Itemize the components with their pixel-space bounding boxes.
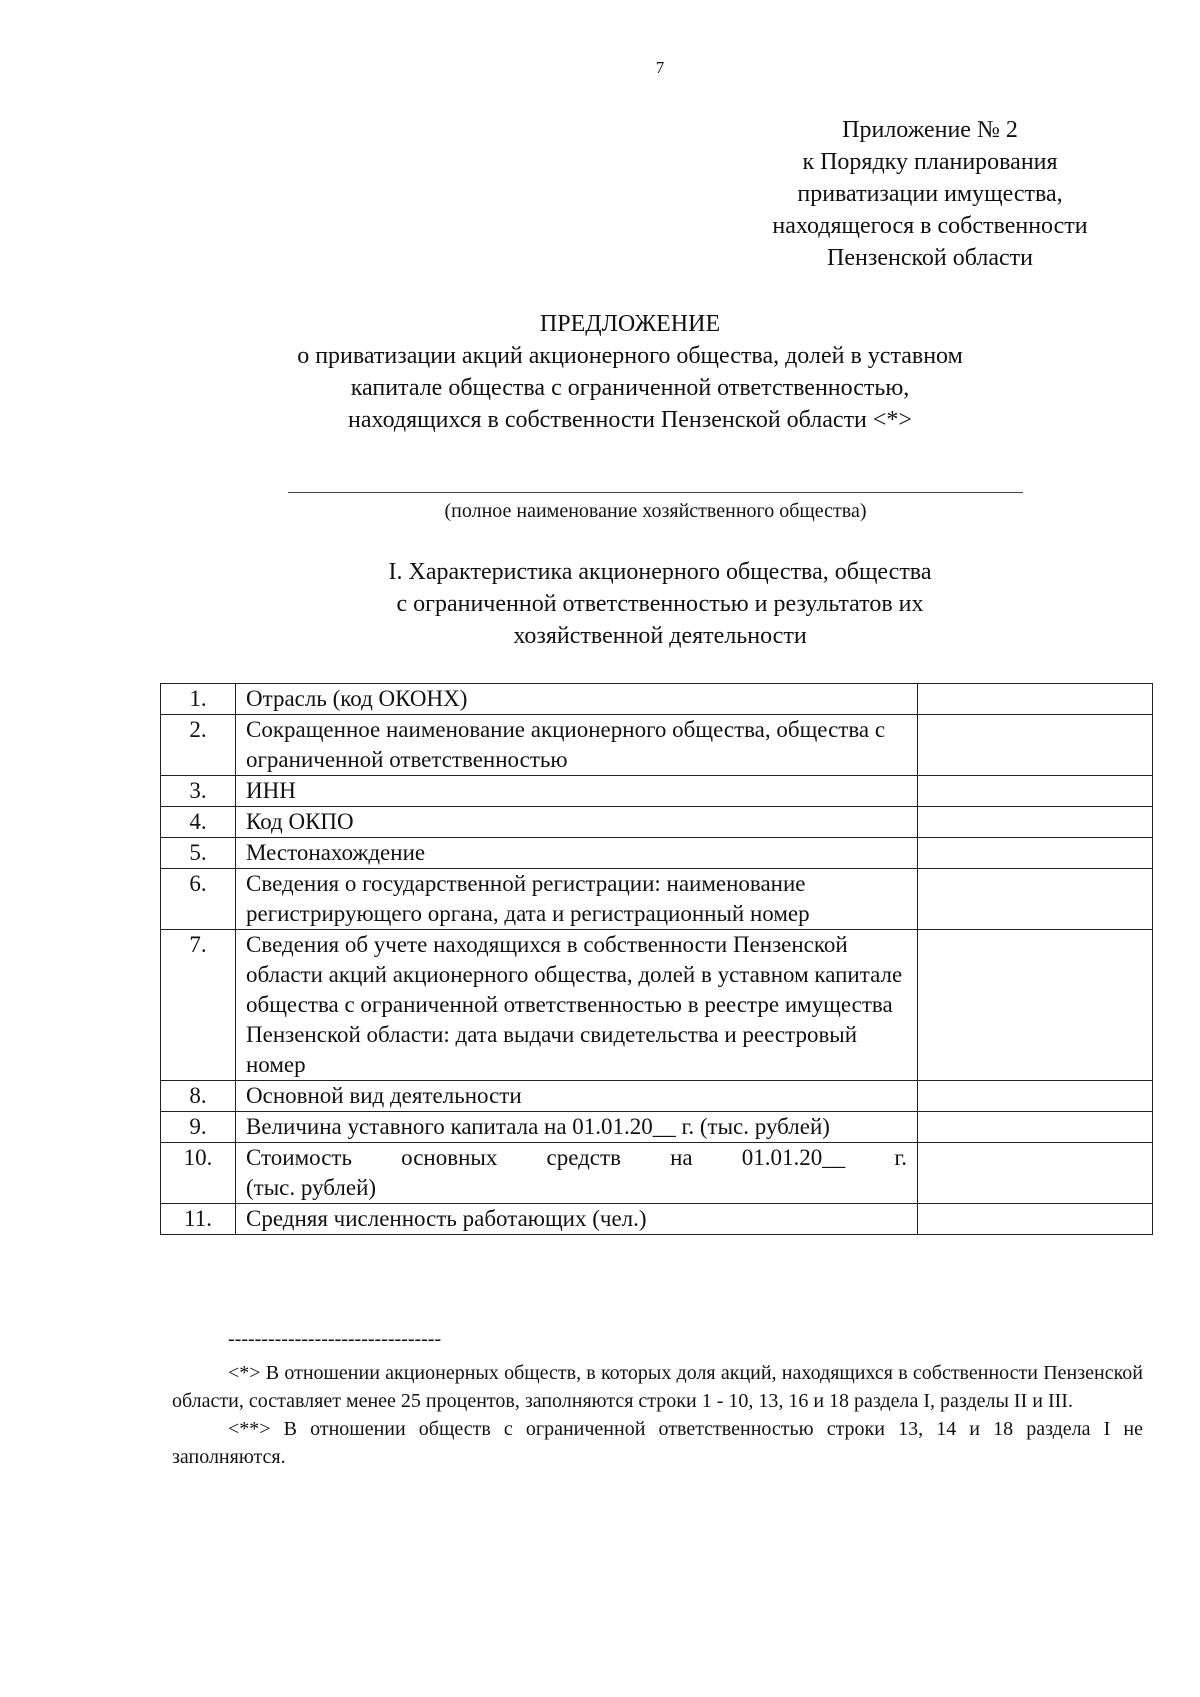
table-row [161,1112,1153,1143]
appendix-header [740,114,1120,274]
row-value-cell[interactable] [918,776,1153,807]
row-number: 1. [161,684,236,715]
table-row [161,1081,1153,1112]
table-row [161,807,1153,838]
row-label: Основной вид деятельности [236,1081,918,1112]
document-title [200,308,1060,436]
title-line: капитале общества с ограниченной ответственностью, [350,375,910,401]
row-label-line: Стоимость основных средств на 01.01.20__ г. [246,1145,907,1170]
row-label: Местонахождение [236,838,918,869]
table-row [161,1143,1153,1204]
footnote-2: <**> В отношении обществ с ограниченной ответственностью строки 13, 14 и 18 раздела I не заполняются. [172,1418,1143,1468]
table-row [161,1204,1153,1235]
table-row [161,684,1153,715]
title-heading: ПРЕДЛОЖЕНИЕ [539,311,721,337]
row-value-cell[interactable] [918,1081,1153,1112]
row-number: 11. [161,1204,236,1235]
row-number: 9. [161,1112,236,1143]
row-label: ИНН [236,776,918,807]
row-value-cell[interactable] [918,1143,1153,1204]
row-number: 5. [161,838,236,869]
appendix-line: Пензенской области [827,245,1033,271]
row-value-cell[interactable] [918,1112,1153,1143]
appendix-line: приватизации имущества, [797,181,1063,207]
row-number: 7. [161,930,236,1081]
row-number: 2. [161,715,236,776]
row-value-cell[interactable] [918,930,1153,1081]
section-title-line: с ограниченной ответственностью и результатов их [396,591,924,617]
table-row [161,869,1153,930]
row-label: Сведения об учете находящихся в собственности Пензенской области акций акционерного общества, долей в уставном капитале общества с ограниченной ответственностью в реестре имущества Пензенской области: дата выдачи свидетельства и реестровый номер [236,930,918,1081]
row-label: Отрасль (код ОКОНХ) [236,684,918,715]
row-number: 6. [161,869,236,930]
table-row [161,838,1153,869]
appendix-line: Приложение № 2 [842,117,1018,143]
company-name-field[interactable] [288,492,1023,493]
row-value-cell[interactable] [918,1204,1153,1235]
section-title-line: I. Характеристика акционерного общества, общества [388,559,932,585]
table-row [161,715,1153,776]
row-number: 8. [161,1081,236,1112]
company-name-caption: (полное наименование хозяйственного общества) [444,500,867,522]
row-value-cell[interactable] [918,715,1153,776]
row-value-cell[interactable] [918,838,1153,869]
row-label: Средняя численность работающих (чел.) [236,1204,918,1235]
appendix-line: к Порядку планирования [802,149,1058,175]
row-label-line: (тыс. рублей) [246,1175,377,1200]
title-line: о приватизации акций акционерного общества, долей в уставном [297,343,963,369]
row-label [236,1143,918,1204]
table-row [161,930,1153,1081]
row-label: Величина уставного капитала на 01.01.20__ г. (тыс. рублей) [236,1112,918,1143]
row-number: 3. [161,776,236,807]
footnote-1: <*> В отношении акционерных обществ, в которых доля акций, находящихся в собственности Пензенской области, составляет менее 25 процентов, заполняются строки 1 - 10, 13, 16 и 18 раздела I, разделы II и III. [172,1362,1143,1412]
title-line: находящихся в собственности Пензенской области <*> [348,407,912,433]
characteristics-table [160,683,1153,1235]
row-number: 10. [161,1143,236,1204]
section-1-title [260,556,1060,652]
footnote-separator: -------------------------------- [228,1328,442,1350]
row-label: Код ОКПО [236,807,918,838]
appendix-line: находящегося в собственности [772,213,1088,239]
row-value-cell[interactable] [918,684,1153,715]
row-label: Сведения о государственной регистрации: наименование регистрирующего органа, дата и регистрационный номер [236,869,918,930]
table-row [161,776,1153,807]
section-title-line: хозяйственной деятельности [513,623,807,649]
row-number: 4. [161,807,236,838]
page-number: 7 [655,58,665,77]
row-label: Сокращенное наименование акционерного общества, общества с ограниченной ответственностью [236,715,918,776]
row-value-cell[interactable] [918,807,1153,838]
row-value-cell[interactable] [918,869,1153,930]
footnotes [172,1325,1143,1471]
